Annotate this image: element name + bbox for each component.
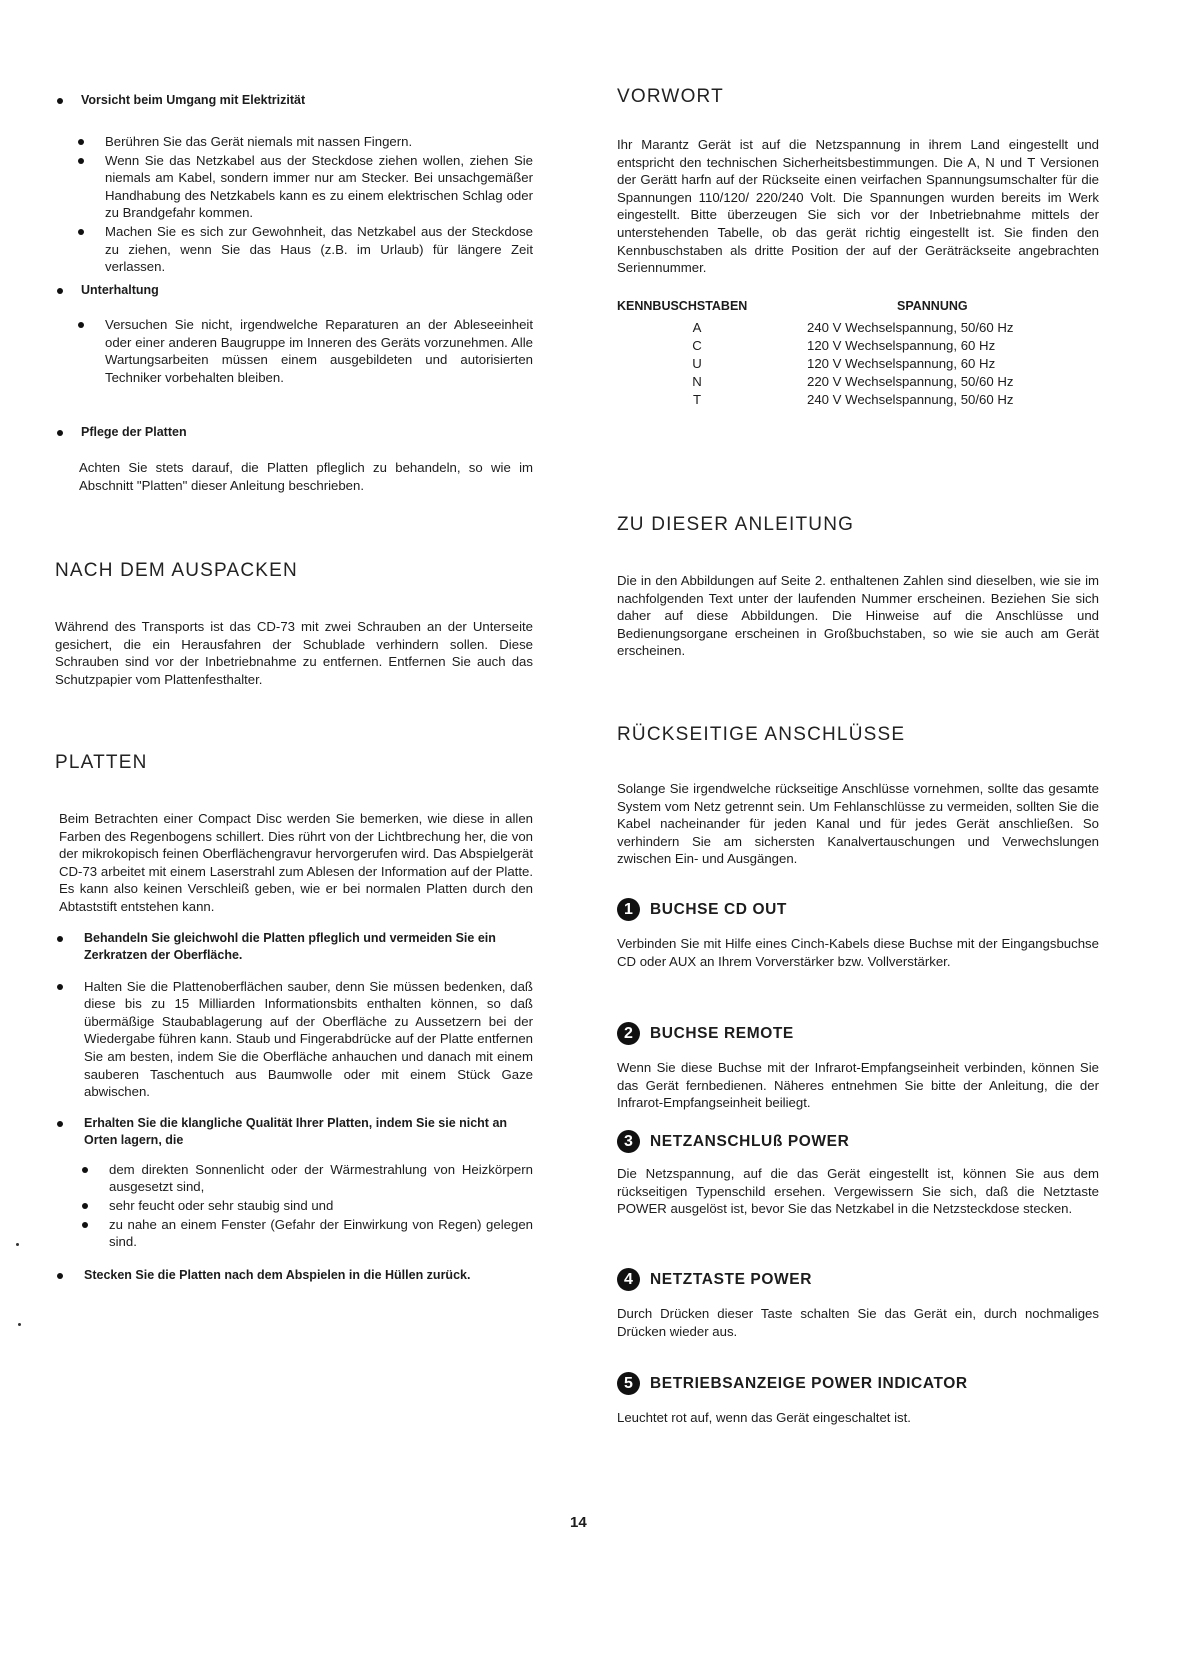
item-title: BUCHSE REMOTE [650, 1024, 794, 1042]
section-title: RÜCKSEITIGE ANSCHLÜSSE [617, 724, 906, 745]
discs-section [55, 752, 533, 1284]
number-1-icon: 1 [617, 898, 640, 921]
table-body [617, 319, 1099, 409]
section-title: ZU DIESER ANLEITUNG [617, 514, 855, 535]
table-row [617, 337, 1099, 355]
foreword-section [617, 86, 1099, 409]
section-title: PLATTEN [55, 752, 148, 773]
table-row [617, 319, 1099, 337]
item-text: Verbinden Sie mit Hilfe eines Cinch-Kabels diese Buchse mit der Eingangsbuchse CD oder AUX an Ihrem Vorverstärker bzw. Vollverstärker. [617, 936, 1099, 969]
about-section [617, 514, 1099, 660]
safety-heading: Vorsicht beim Umgang mit Elektrizität [55, 92, 533, 109]
table-header-code: KENNBUSCHSTABEN [617, 298, 748, 313]
scan-speck [18, 1323, 21, 1326]
table-row [617, 355, 1099, 373]
item-3 [617, 1130, 1099, 1218]
scan-speck [16, 1243, 19, 1246]
about-text: Die in den Abbildungen auf Seite 2. enthaltenen Zahlen sind dieselben, wie sie im nachfolgenden Text unter der laufenden Nummer erscheinen. Beziehen Sie sich daher auf diese Abbildungen. Die Hinweise auf die Anschlüsse und Bedienungsorgane erscheinen in Großbuchstaben, so wie sie auch am Gerät erscheinen. [617, 573, 1099, 659]
care-heading: Pflege der Platten [55, 424, 533, 441]
maintenance-list [55, 316, 533, 386]
item-text: Die Netzspannung, auf die das Gerät eingestellt ist, können Sie aus dem rückseitigen Typenschild ersehen. Vergewissern Sie sich, daß die Netztaste POWER ausgelöst ist, bevor Sie das Netzkabel in die Netzsteckdose stecken. [617, 1166, 1099, 1217]
item-heading [617, 1372, 1099, 1395]
discs-intro: Beim Betrachten einer Compact Disc werden Sie bemerken, wie diese in allen Farben des Regenbogens schillert. Dies rührt von der Lichtbrechung her, die von der mikrokopisch feinen Oberflächengravur hervorgerufen wird. Das Abspielgerät CD-73 arbeitet mit einem Laserstrahl zum Ablesen der Information auf der Platte. Es kann also keinen Verschleiß geben, wie er bei normalen Platten durch den Abtaststift entstehen kann. [59, 811, 533, 914]
list-item: zu nahe an einem Fenster (Gefahr der Einwirkung von Regen) gelegen sind. [109, 1216, 533, 1250]
table-cell-code: U [692, 355, 702, 371]
item-text: Leuchtet rot auf, wenn das Gerät eingeschaltet ist. [617, 1410, 911, 1425]
number-3-icon: 3 [617, 1130, 640, 1153]
rear-text: Solange Sie irgendwelche rückseitige Anschlüsse vornehmen, sollte das gesamte System vom Netz getrennt sein. Um Fehlanschlüsse zu vermeiden, sollten Sie die Kabel nacheinander für jeden Kanal und für jedes Gerät anschließen. So verhindern Sie am sichersten Kanalvertauschungen und Verwechslungen zwischen Ein- und Ausgängen. [617, 781, 1099, 867]
item-heading [617, 1022, 1099, 1045]
number-2-icon: 2 [617, 1022, 640, 1045]
section-title: NACH DEM AUSPACKEN [55, 560, 298, 581]
item-heading [617, 898, 1099, 921]
table-row [617, 373, 1099, 391]
item-1 [617, 898, 1099, 970]
page-number: 14 [570, 1514, 587, 1531]
care-section [55, 424, 533, 494]
list-item: Wenn Sie das Netzkabel aus der Steckdose ziehen wollen, ziehen Sie niemals am Kabel, sondern immer nur am Stecker. Bei unsachgemäßer Handhabung des Netzkabels kann es zu einem elektrischen Schlag oder zu Brandgefahr kommen. [105, 152, 533, 221]
table-cell-voltage: 240 V Wechselspannung, 50/60 Hz [807, 319, 1014, 335]
item-4 [617, 1268, 1099, 1340]
number-5-icon: 5 [617, 1372, 640, 1395]
number-4-icon: 4 [617, 1268, 640, 1291]
table-cell-voltage: 120 V Wechselspannung, 60 Hz [807, 337, 996, 353]
discs-sublist [55, 1161, 533, 1251]
discs-bullet-1: Behandeln Sie gleichwohl die Platten pfleglich und vermeiden Sie ein Zerkratzen der Oberfläche. [55, 930, 533, 964]
item-text: Durch Drücken dieser Taste schalten Sie das Gerät ein, durch nochmaliges Drücken wieder aus. [617, 1306, 1099, 1339]
list-item: dem direkten Sonnenlicht oder der Wärmestrahlung von Heizkörpern ausgesetzt sind, [109, 1161, 533, 1195]
item-5 [617, 1372, 1099, 1427]
maintenance-heading: Unterhaltung [55, 282, 533, 299]
table-cell-voltage: 220 V Wechselspannung, 50/60 Hz [807, 373, 1014, 389]
item-heading [617, 1268, 1099, 1291]
item-2 [617, 1022, 1099, 1112]
table-cell-voltage: 240 V Wechselspannung, 50/60 Hz [807, 391, 1014, 407]
table-cell-code: N [692, 373, 702, 389]
scan-edge [1174, 0, 1175, 1671]
item-heading [617, 1130, 1099, 1153]
safety-section [55, 92, 533, 276]
item-title: NETZTASTE POWER [650, 1270, 812, 1288]
table-row [617, 391, 1099, 409]
discs-bullet-2: Halten Sie die Plattenoberflächen sauber, denn Sie müssen bedenken, daß diese bis zu 15 Milliarden Informationsbits enthalten können, so daß übermäßige Staubablagerung auf der Oberfläche zu Aussetzern bei der Wiedergabe führen kann. Staub und Fingerabdrücke auf der Platte entfernen Sie am besten, indem Sie die Oberfläche anhauchen und danach mit einem sauberen Taschentuch aus Baumwolle oder mit einem Stück Gaze abwischen. [55, 978, 533, 1101]
table-cell-code: A [692, 319, 702, 335]
list-item: Machen Sie es sich zur Gewohnheit, das Netzkabel aus der Steckdose zu ziehen, wenn Sie das Haus (z.B. im Urlaub) für längere Zeit verlassen. [105, 223, 533, 275]
item-text: Wenn Sie diese Buchse mit der Infrarot-Empfangseinheit verbinden, können Sie das Gerät fernbedienen. Näheres entnehmen Sie bitte der Anleitung, die der Infrarot-Empfangseinheit beiliegt. [617, 1060, 1099, 1111]
table-cell-voltage: 120 V Wechselspannung, 60 Hz [807, 355, 996, 371]
safety-list [55, 133, 533, 276]
item-title: BUCHSE CD OUT [650, 900, 787, 918]
unpacking-section [55, 560, 533, 688]
discs-bullet-4: Stecken Sie die Platten nach dem Abspielen in die Hüllen zurück. [55, 1267, 533, 1284]
list-item: Versuchen Sie nicht, irgendwelche Reparaturen an der Ableseeinheit oder einer anderen Baugruppe im Inneren des Geräts vorzunehmen. Alle Wartungsarbeiten müssen einem ausgebildeten und autorisierten Techniker vorbehalten bleiben. [105, 317, 533, 385]
table-cell-code: T [692, 391, 702, 407]
item-title: NETZANSCHLUß POWER [650, 1132, 850, 1150]
list-item: sehr feucht oder sehr staubig sind und [109, 1197, 533, 1215]
table-header-voltage: SPANNUNG [897, 298, 968, 313]
care-text: Achten Sie stets darauf, die Platten pfleglich zu behandeln, so wie im Abschnitt "Platten" dieser Anleitung beschrieben. [79, 460, 533, 493]
unpacking-text: Während des Transports ist das CD-73 mit zwei Schrauben an der Unterseite gesichert, die ein Herausfahren der Schublade verhindern sollen. Diese Schrauben sind vor der Inbetriebnahme zu entfernen. Entfernen Sie auch das Schutzpapier vom Plattenfesthalter. [55, 619, 533, 687]
foreword-text: Ihr Marantz Gerät ist auf die Netzspannung in ihrem Land eingestellt und entspricht den technischen Sicherheitsbestimmungen. Die A, N und T Versionen der Gerätt harfn auf der Rückseite einen veirfachen Spannungsumschalter für die Spannungen 110/120/ 220/240 Volt. Die Spannungen wurden bereits im Werk eingestellt. Bitte überzeugen Sie sich vor der Inbetriebnahme mittels der unterstehenden Tabelle, ob das gerät richtig eingestellt ist. Sie finden den Kennbuschstaben als dritte Position der auf der Geräträckseite angebrachten Seriennummer. [617, 137, 1099, 276]
maintenance-section [55, 282, 533, 386]
discs-bullet-3: Erhalten Sie die klangliche Qualität Ihrer Platten, indem Sie sie nicht an Orten lagern, die [55, 1115, 533, 1149]
table-cell-code: C [692, 337, 702, 353]
rear-section [617, 724, 1099, 868]
section-title: VORWORT [617, 86, 724, 107]
table-header [617, 297, 1099, 315]
list-item: Berühren Sie das Gerät niemals mit nassen Fingern. [105, 133, 533, 151]
voltage-table [617, 297, 1099, 409]
item-title: BETRIEBSANZEIGE POWER INDICATOR [650, 1374, 968, 1392]
